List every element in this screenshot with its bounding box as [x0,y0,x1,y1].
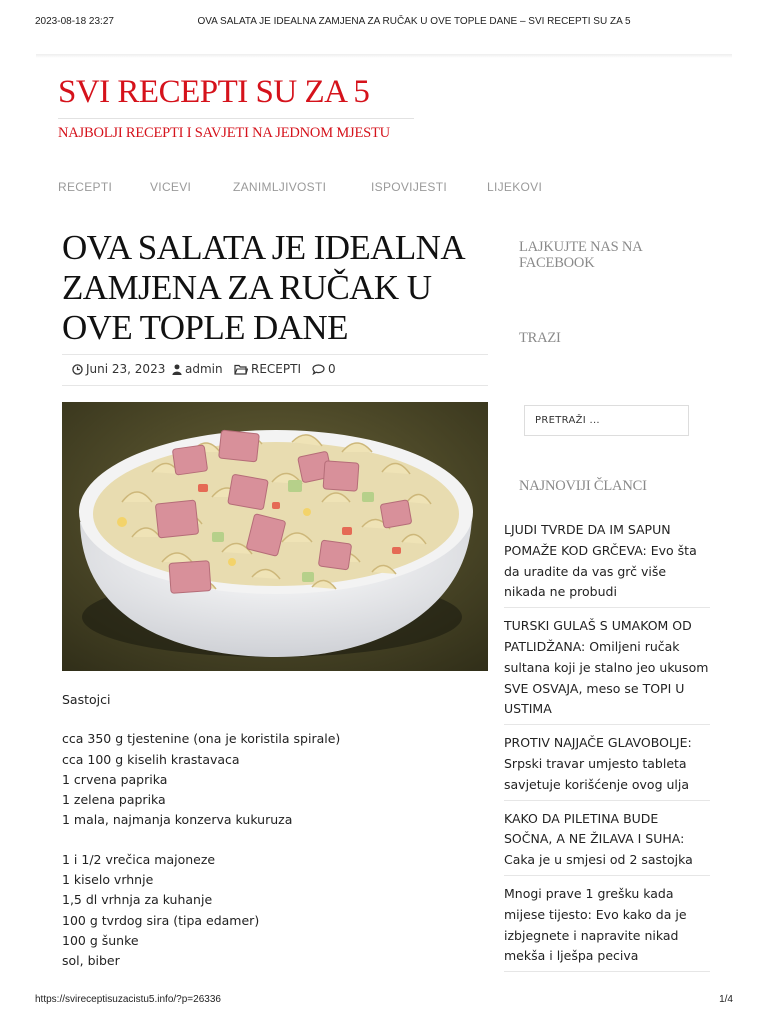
nav-item-zanimljivosti[interactable]: ZANIMLJIVOSTI [233,180,327,194]
ingredients-heading: Sastojci [62,692,111,707]
folder-icon [234,364,248,375]
print-url: https://svireceptisuzacistu5.info/?p=26336 [35,994,221,1005]
print-footer [35,994,733,1006]
post-hero-image [62,402,488,671]
post-author-text: admin [185,362,223,376]
post-comments[interactable] [312,362,336,376]
print-datetime: 2023-08-18 23:27 [35,16,114,27]
recent-post-link[interactable]: Mnogi prave 1 grešku kada mijese tijesto: Evo kako da je izbjegnete i napravite nikad mekša i lješpa peciva [504,884,710,972]
nav-item-lijekovi[interactable]: LIJEKOVI [487,180,543,194]
recent-post-link[interactable]: PROTIV NAJJAČE GLAVOBOLJE: Srpski travar umjesto tableta savjetuje korišćenje ovog ulja [504,733,710,800]
ingredient-line: cca 100 g kiselih krastavaca [62,751,240,767]
print-page-title: OVA SALATA JE IDEALNA ZAMJENA ZA RUČAK U OVE TOPLE DANE – SVI RECEPTI SU ZA 5 [197,16,631,27]
post-content [62,690,482,972]
nav-item-vicevi[interactable]: VICEVI [150,180,192,194]
post-comments-count: 0 [328,362,336,376]
recent-posts-list [504,520,710,980]
ingredient-line: sol, biber [62,953,120,969]
site-tagline: NAJBOLJI RECEPTI I SAVJETI NA JEDNOM MJESTU [58,125,390,141]
page-top-shadow [36,54,732,58]
clock-icon [72,364,83,375]
recent-posts-heading: NAJNOVIJI ČLANCI [519,478,647,494]
ingredient-line: 100 g šunke [62,932,139,948]
tagline-divider [58,118,414,119]
post-author[interactable] [172,362,223,376]
recent-post-link[interactable]: LJUDI TVRDE DA IM SAPUN POMAŽE KOD GRČEVA: Evo šta da uradite da vas grč više nikada ne probudi [504,520,710,608]
post-date-text: Juni 23, 2023 [86,362,166,376]
ingredient-line: 1 kiselo vrhnje [62,872,154,888]
site-title[interactable]: SVI RECEPTI SU ZA 5 [58,74,370,110]
post-category-text: RECEPTI [251,362,301,376]
recent-post-link[interactable]: KAKO DA PILETINA BUDE SOČNA, A NE ŽILAVA I SUHA: Caka je u smjesi od 2 sastojka [504,809,710,876]
post-title: OVA SALATA JE IDEALNA ZAMJENA ZA RUČAK U OVE TOPLE DANE [62,228,464,347]
user-icon [172,364,182,375]
post-category[interactable] [234,362,301,376]
print-header [35,16,733,30]
post-date [72,362,165,376]
comment-icon [312,364,325,375]
nav-item-recepti[interactable]: RECEPTI [58,180,113,194]
ingredient-line: 1 i 1/2 vrečica majoneze [62,851,216,867]
ingredient-line: cca 350 g tjestenine (ona je koristila spirale) [62,731,341,747]
ingredient-line: 1 mala, najmanja konzerva kukuruza [62,812,293,828]
facebook-widget-heading: LAJKUJTE NAS NA FACEBOOK [519,239,642,271]
ingredient-line: 1 crvena paprika [62,771,168,787]
search-widget-heading: TRAZI [519,330,561,346]
ingredient-line: 1,5 dl vrhnja za kuhanje [62,892,213,908]
print-page-number: 1/4 [719,994,733,1005]
ingredient-line: 1 zelena paprika [62,792,166,808]
post-meta [62,354,488,386]
nav-item-ispovijesti[interactable]: ISPOVIJESTI [371,180,447,194]
macaroni-salad-image [62,402,488,671]
ingredient-line: 100 g tvrdog sira (tipa edamer) [62,912,260,928]
recent-post-link[interactable]: TURSKI GULAŠ S UMAKOM OD PATLIDŽANA: Omiljeni ručak sultana koji je stalno jeo ukusom SVE OSVAJA, meso se TOPI U USTIMA [504,616,710,725]
search-input[interactable]: PRETRAŽI ... [524,405,689,436]
